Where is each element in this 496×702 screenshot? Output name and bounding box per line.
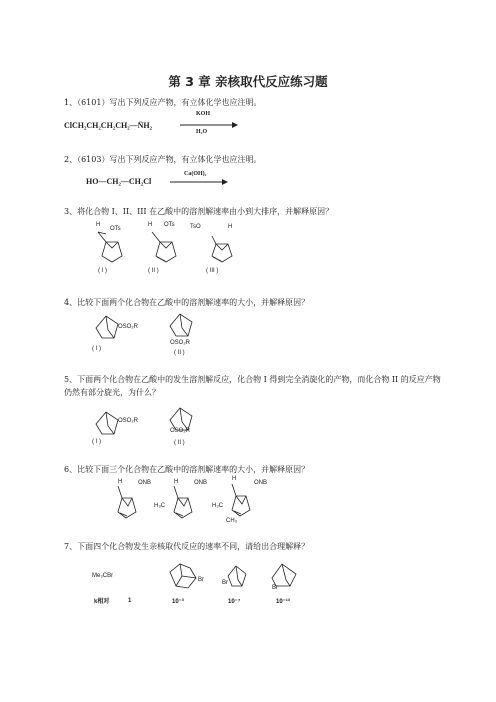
question-5-text: 5、下面两个化合物在乙酸中的发生溶剂解反应，化合物 I 得到完全消旋化的产物，而化合物 II 的反应产物仍然有部分旋光，为什么？ — [64, 375, 441, 397]
q1-solvent: H₂O — [196, 129, 208, 135]
q4-osor-2: OSO₂R — [170, 340, 190, 346]
q5-label-2: ( II ) — [174, 440, 185, 446]
q7-br-2: Br — [222, 580, 228, 586]
q6-h-1: H — [118, 479, 123, 485]
q5-osor-2: OSO₂R — [170, 428, 190, 434]
q7-rate-3: 10⁻⁷ — [228, 599, 241, 605]
q3-ots-2: OTs — [164, 222, 175, 228]
q6-onb-3: ONB — [254, 480, 268, 486]
q6-methyl-3b: CH₃ — [226, 518, 238, 524]
page-title: 第 3 章 亲核取代反应练习题 — [168, 74, 328, 89]
q7-rate-1: 1 — [128, 598, 132, 604]
q6-structure-3 — [226, 482, 266, 522]
question-2-text: 2、（6103）写出下列反应产物，有立体化学也应注明。 — [64, 155, 262, 164]
q3-h-2: H — [148, 222, 153, 228]
q3-h-1: H — [96, 222, 101, 228]
q3-h-3: H — [228, 224, 233, 230]
q1-reagent: KOH — [196, 111, 211, 117]
question-3-text: 3、将化合物 I、II、III 在乙酸中的溶剂解速率由小到大排序，并解释原因？ — [64, 207, 334, 216]
q7-rate-4: 10⁻¹³ — [276, 599, 290, 605]
q6-onb-1: ONB — [138, 480, 152, 486]
q7-adamantane — [166, 558, 206, 594]
q3-structure-2 — [148, 222, 188, 262]
q3-structure-3 — [200, 222, 240, 262]
question-6-text: 6、比较下面三个化合物在乙酸中的溶剂解速率的大小，并解释原因？ — [64, 465, 310, 474]
q3-tso-3: TsO — [190, 224, 201, 230]
q2-arrow — [170, 177, 230, 187]
q1-reactant: ClCH₂CH₂CH₂CH₂—N̈H₂ — [64, 121, 152, 130]
q5-osor-1: OSO₂R — [118, 418, 138, 424]
question-7-text: 7、下面四个化合物发生亲核取代反应的速率不同，请给出合理解释？ — [64, 542, 310, 551]
q4-structure-2 — [168, 310, 198, 340]
q3-label-3: ( III ) — [206, 268, 219, 274]
q6-h-3: H — [232, 476, 237, 482]
q2-reagent: Ca(OH)₂ — [184, 171, 207, 177]
q3-label-1: ( I ) — [98, 268, 107, 274]
q7-br-3: Br — [272, 585, 278, 591]
q3-label-2: ( II ) — [148, 268, 159, 274]
q2-reactant: HO—CH₂—CH₂Cl — [86, 177, 152, 186]
q7-rate-label: k相对 — [94, 599, 110, 605]
question-1-text: 1、（6101）写出下列反应产物，有立体化学也应注明。 — [64, 98, 262, 107]
q6-h-2: H — [174, 479, 179, 485]
q6-methyl-3a: H₃C — [212, 503, 224, 509]
q6-onb-2: ONB — [194, 480, 208, 486]
q1-arrow — [180, 120, 240, 130]
q4-osor-1: OSO₂R — [118, 324, 138, 330]
q5-label-1: ( I ) — [92, 439, 101, 445]
q6-structure-2 — [168, 484, 208, 524]
q7-br-1: Br — [198, 577, 204, 583]
q3-ots-1: OTs — [110, 226, 121, 232]
q4-label-2: ( II ) — [174, 350, 185, 356]
q7-bicyclooctane — [224, 562, 254, 590]
question-4-text: 4、比较下面两个化合物在乙酸中的溶剂解速率的大小，并解释原因？ — [64, 298, 310, 307]
q6-methyl-2: H₃C — [154, 503, 166, 509]
q6-structure-1 — [112, 484, 152, 524]
q7-rate-2: 10⁻³ — [172, 599, 184, 605]
q7-compound-1: Me₃CBr — [92, 573, 114, 579]
q4-label-1: ( I ) — [92, 346, 101, 352]
